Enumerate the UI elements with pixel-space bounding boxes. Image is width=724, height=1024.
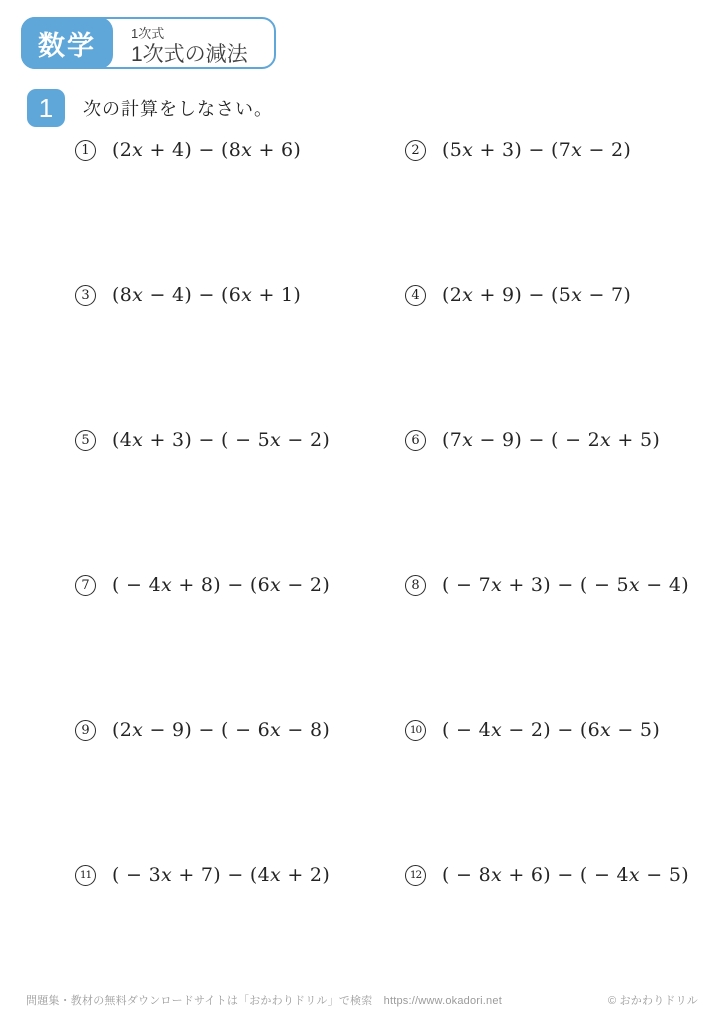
problem-number: 3	[75, 285, 96, 306]
problem-number: 8	[405, 575, 426, 596]
problem-item	[405, 420, 715, 460]
problem-expression: ( − 3x + 7) − (4x + 2)	[112, 864, 331, 886]
problem-expression: (7x − 9) − ( − 2x + 5)	[442, 429, 661, 451]
problem-item	[75, 565, 405, 605]
problem-number: 9	[75, 720, 96, 741]
problem-expression: (4x + 3) − ( − 5x − 2)	[112, 429, 331, 451]
worksheet-title-group	[111, 19, 274, 67]
problem-number: 2	[405, 140, 426, 161]
section-instruction: 次の計算をしなさい。	[83, 99, 273, 120]
footer-copyright: © おかわりドリル	[608, 995, 698, 1007]
problem-item	[405, 855, 715, 895]
problem-expression: (2x + 4) − (8x + 6)	[112, 139, 302, 161]
problem-expression: ( − 7x + 3) − ( − 5x − 4)	[442, 574, 689, 596]
problem-item	[405, 130, 715, 170]
worksheet-header	[21, 17, 276, 69]
problem-number: 5	[75, 430, 96, 451]
section-heading	[27, 89, 273, 127]
footer-note: 問題集・教材の無料ダウンロードサイトは「おかわりドリル」で検索 https://www.okadori.net	[26, 995, 502, 1007]
problem-expression: ( − 4x + 8) − (6x − 2)	[112, 574, 331, 596]
problem-item	[75, 130, 405, 170]
section-number-badge: 1	[27, 89, 65, 127]
page-title: 1次式の減法	[131, 42, 248, 66]
problem-expression: ( − 8x + 6) − ( − 4x − 5)	[442, 864, 689, 886]
problem-item	[405, 275, 715, 315]
problems-grid	[75, 130, 715, 1000]
page-footer	[26, 992, 698, 1008]
problem-expression: (8x − 4) − (6x + 1)	[112, 284, 302, 306]
problem-number: 4	[405, 285, 426, 306]
problem-number: 7	[75, 575, 96, 596]
problem-item	[405, 710, 715, 750]
problem-number: 12	[405, 865, 426, 886]
problem-item	[75, 420, 405, 460]
problem-number: 11	[75, 865, 96, 886]
problem-number: 1	[75, 140, 96, 161]
subject-badge: 数学	[21, 17, 113, 69]
problem-number: 10	[405, 720, 426, 741]
problem-number: 6	[405, 430, 426, 451]
problem-expression: (5x + 3) − (7x − 2)	[442, 139, 632, 161]
problem-item	[75, 855, 405, 895]
problem-item	[75, 710, 405, 750]
unit-label: 1次式	[131, 25, 165, 41]
problem-expression: (2x − 9) − ( − 6x − 8)	[112, 719, 331, 741]
problem-item	[405, 565, 715, 605]
problem-item	[75, 275, 405, 315]
problem-expression: (2x + 9) − (5x − 7)	[442, 284, 632, 306]
problem-expression: ( − 4x − 2) − (6x − 5)	[442, 719, 661, 741]
